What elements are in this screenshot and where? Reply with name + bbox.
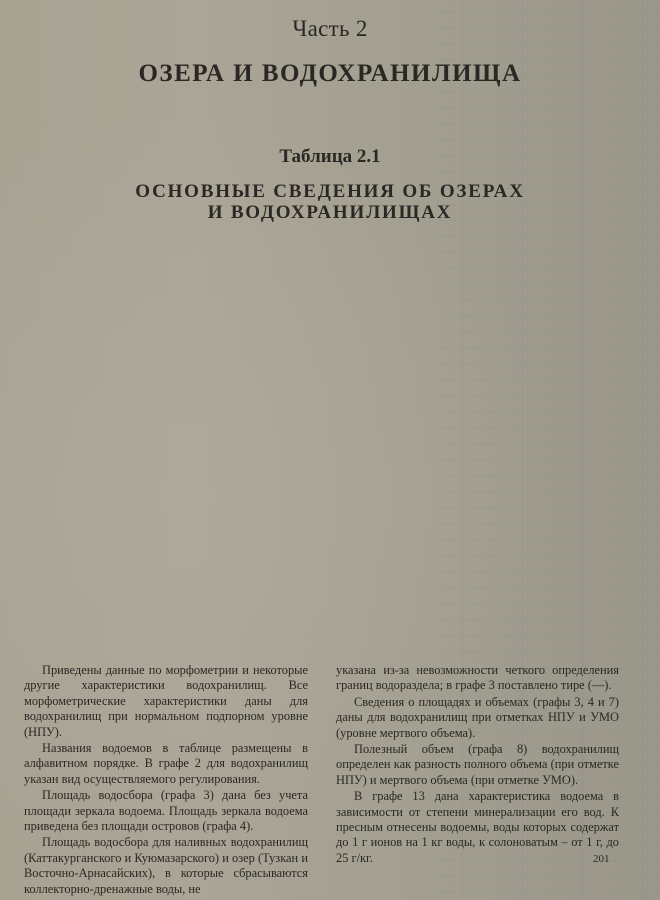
section-title: ОЗЕРА И ВОДОХРАНИЛИЩА: [138, 60, 522, 87]
body-column-left: [24, 663, 308, 898]
body-column-right: [336, 663, 619, 867]
paragraph: Сведения о площадях и объемах (графы 3, 4 и 7) даны для водохранилищ при отметках НПУ и УМО (уровне мертвого объема).: [336, 694, 619, 740]
table-title-line-2: И ВОДОХРАНИЛИЩАХ: [207, 202, 453, 223]
paragraph: Площадь водосбора для наливных водохранилищ (Каттакурганского и Куюмазарского) и озер (Тузкан и Восточно-Арнасайских), в которые сбрасываются коллекторно-дренажные воды, не: [24, 835, 308, 896]
table-title: [0, 181, 660, 223]
part-title: Часть 2: [292, 16, 368, 41]
paragraph: Приведены данные по морфометрии и некоторые другие характеристики водохранилищ. Все морфометрические характеристики даны для водохранилищ при нормальном подпорном уровне (НПУ).: [24, 663, 308, 739]
paragraph: Названия водоемов в таблице размещены в алфавитном порядке. В графе 2 для водохранилищ указан вид осуществляемого регулирования.: [24, 741, 308, 786]
table-title-line-1: ОСНОВНЫЕ СВЕДЕНИЯ ОБ ОЗЕРАХ: [135, 181, 525, 202]
page-number: 201: [593, 853, 610, 865]
table-label: Таблица 2.1: [279, 146, 381, 167]
paragraph: Площадь водосбора (графа 3) дана без учета площади зеркала водоема. Площадь зеркала водоема приведена без площади островов (графа 4).: [24, 788, 308, 834]
paragraph-continued: указана из-за невозможности четкого определения границ водораздела; в графе 3 поставлено тире (—).: [336, 663, 619, 693]
paragraph: В графе 13 дана характеристика водоема в зависимости от степени минерализации его вод. К пресным отнесены водоемы, воды которых содержат до 1 г ионов на 1 кг воды, к солоноватым – от 1 г, до 25 г/кг.: [336, 789, 619, 865]
paragraph: Полезный объем (графа 8) водохранилищ определен как разность полного объема (при отметке НПУ) и мертвого объема (при отметке УМО).: [336, 742, 619, 787]
